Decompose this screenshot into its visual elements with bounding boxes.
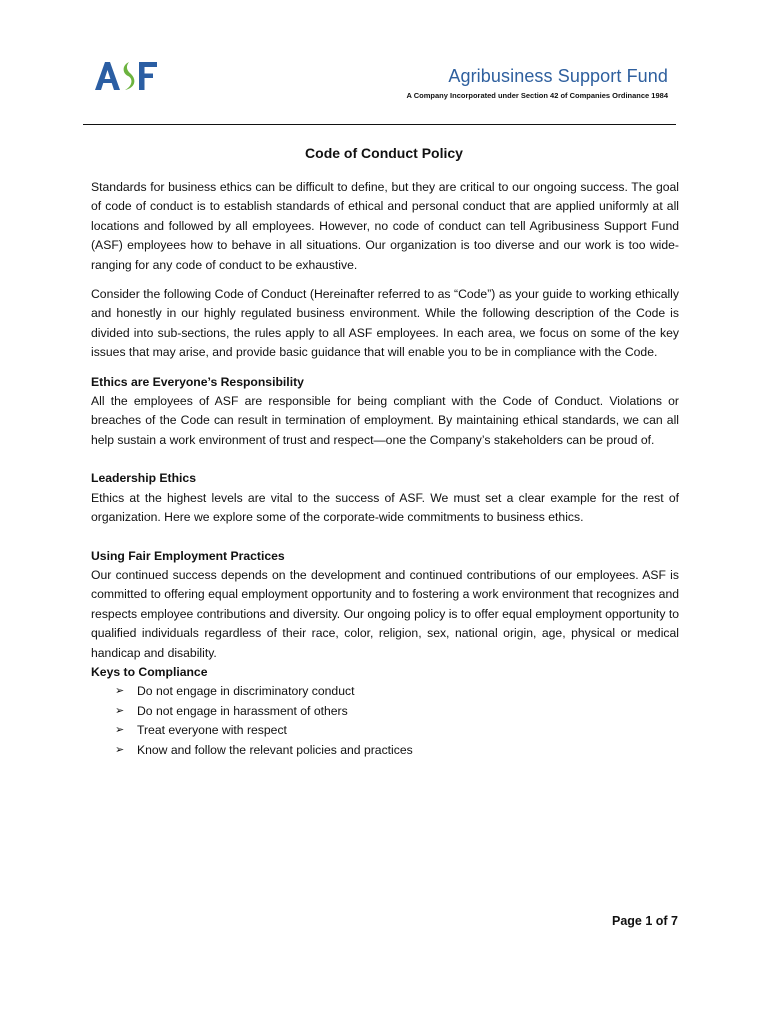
header-divider [83, 124, 676, 125]
list-item: ➢ Know and follow the relevant policies and practices [115, 741, 679, 760]
company-name: Agribusiness Support Fund [448, 66, 668, 86]
list-item: ➢ Do not engage in discriminatory conduct [115, 682, 679, 701]
arrow-bullet-icon: ➢ [115, 724, 125, 737]
section-heading-ethics: Ethics are Everyone’s Responsibility [91, 374, 304, 389]
arrow-bullet-icon: ➢ [115, 743, 125, 756]
page-number: Page 1 of 7 [612, 914, 678, 928]
arrow-bullet-icon: ➢ [115, 685, 125, 698]
section-heading-leadership: Leadership Ethics [91, 471, 196, 486]
document-body [91, 178, 679, 760]
section-body-employment: Our continued success depends on the development and continued contributions of our employees. ASF is committed to offering equal employment opportunity and to fostering a work environment that recognizes and respects employee contributions and diversity. Our ongoing policy is to offer equal employment opportunity to qualified individuals regardless of their race, color, religion, sex, national origin, age, physical or medical handicap and disability. [91, 567, 679, 660]
section-heading-employment: Using Fair Employment Practices [91, 548, 285, 563]
document-title: Code of Conduct Policy [305, 145, 463, 161]
company-subtitle: A Company Incorporated under Section 42 of Companies Ordinance 1984 [406, 91, 668, 100]
list-item: ➢ Treat everyone with respect [115, 721, 679, 740]
section-heading-compliance: Keys to Compliance [91, 664, 208, 679]
arrow-bullet-icon: ➢ [115, 704, 125, 717]
list-item: ➢ Do not engage in harassment of others [115, 702, 679, 721]
intro-paragraph-1: Standards for business ethics can be difficult to define, but they are critical to our ongoing success. The goal of code of conduct is to establish standards of ethical and personal conduct that are applied uniformly at all locations and followed by all employees. However, no code of conduct can tell Agribusiness Support Fund (ASF) employees how to behave in all situations. Our organization is too diverse and our work is too wide-ranging for any code of conduct to be exhaustive. [91, 180, 679, 272]
section-body-ethics: All the employees of ASF are responsible for being compliant with the Code of Conduct. Violations or breaches of the Code can result in termination of employment. By maintaining ethical standards, we can all help sustain a work environment of trust and respect—one the Company’s stakeholders can be proud of. [91, 394, 679, 447]
compliance-list [91, 682, 679, 760]
section-body-leadership: Ethics at the highest levels are vital to the success of ASF. We must set a clear example for the rest of organization. Here we explore some of the corporate-wide commitments to business ethics. [91, 490, 679, 525]
intro-paragraph-2: Consider the following Code of Conduct (Hereinafter referred to as “Code”) as your guide to working ethically and honestly in our highly regulated business environment. While the following description of the Code is divided into sub-sections, the rules apply to all ASF employees. In each area, we focus on some of the key issues that may arise, and provide basic guidance that will enable you to be in compliance with the Code. [91, 287, 679, 360]
asf-logo [93, 56, 163, 96]
